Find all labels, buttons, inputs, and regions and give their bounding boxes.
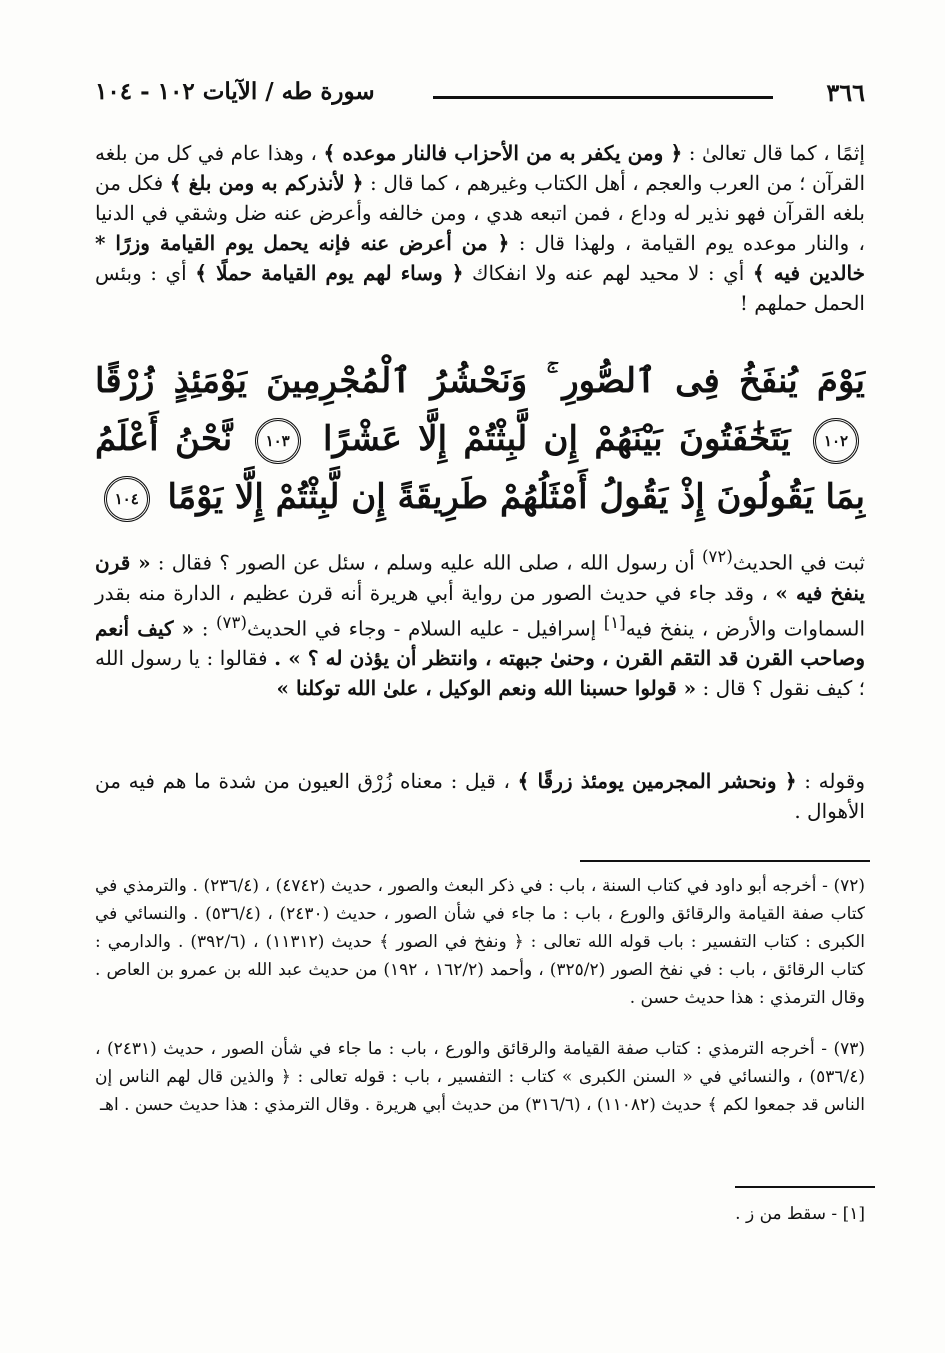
- hadith-quote: « قرن ينفخ فيه »: [95, 550, 866, 605]
- footnote-1: [١] - سقط من ز .: [735, 1204, 865, 1224]
- hadith-quote: « قولوا حسبنا الله ونعم الوكيل ، علىٰ الله توكلنا »: [276, 676, 697, 701]
- intro-text: أي : وبئس الحمل حملهم !: [95, 261, 865, 315]
- hadith-paragraph: [95, 542, 865, 703]
- commentary-text: وقوله :: [796, 769, 865, 793]
- ayah-number-marker: ١٠٢: [813, 418, 859, 464]
- hadith-text: ثبت في الحديث: [732, 550, 866, 575]
- intro-paragraph: [95, 138, 865, 318]
- hadith-text: أن رسول الله ، صلى الله عليه وسلم ، سئل عن الصور ؟ فقال :: [150, 550, 702, 575]
- hadith-text: فقالوا : يا رسول الله ؛ كيف نقول ؟ قال :: [95, 646, 865, 701]
- ayah-102: يَوْمَ يُنفَخُ فِى ٱلصُّورِ ۚ وَنَحْشُرُ ٱلْمُجْرِمِينَ يَوْمَئِذٍ زُرْقًا: [95, 361, 865, 401]
- header-rule: [433, 96, 773, 99]
- commentary-text: ، قيل : معناه زُرْق العيون من شدة ما هم فيه من الأهوال .: [95, 769, 865, 823]
- quran-quote: ﴿ وساء لهم يوم القيامة حملًا ﴾: [195, 261, 464, 285]
- quran-quote: ﴿ ونحشر المجرمين يومئذ زرقًا ﴾: [517, 769, 797, 793]
- footnote-ref: [١]: [603, 612, 626, 632]
- footnote-73: (٧٣) - أخرجه الترمذي : كتاب صفة القيامة والرقائق والورع ، باب : ما جاء في شأن الصور ، حديث (٢٤٣١) ، (٥٣٦/٤) ، والنسائي في « السنن الكبرى » كتاب : التفسير ، باب : قوله تعالى : ﴿ والذين قال لهم الناس إن الناس قد جمعوا لكم ﴾ حديث (١١٠٨٢) ، (٣١٦/٦) من حديث أبي هريرة . وقال الترمذي : هذا حديث حسن . اهـ: [95, 1039, 865, 1115]
- intro-text: فكل من بلغه القرآن فهو نذير له وداع ، فمن اتبعه هدي ، ومن خالفه وأعرض عنه ضل وشقي في الدنيا ، والنار موعده يوم القيامة ، ولهذا قال :: [95, 171, 865, 255]
- intro-text: إثمًا ، كما قال تعالىٰ :: [682, 141, 865, 165]
- quran-verse-block: [95, 352, 865, 526]
- footnote-72: (٧٢) - أخرجه أبو داود في كتاب السنة ، باب : في ذكر البعث والصور ، حديث (٤٧٤٢) ، (٢٣٦/٤) . والترمذي في كتاب صفة القيامة والرقائق والورع ، باب : ما جاء في شأن الصور ، حديث (٢٤٣٠) ، (٥٣٦/٤) . والنسائي في الكبرى : كتاب التفسير : باب قوله الله تعالى : ﴿ ونفخ في الصور ﴾ حديث (١١٣١٢) ، (٣٩٢/٦) . والدارمي : كتاب الرقائق ، باب : في نفخ الصور (٣٢٥/٢) ، وأحمد (١٦٢/٢ ، ١٩٢) من حديث عبد الله بن عمرو بن العاص . وقال الترمذي : هذا حديث حسن .: [95, 876, 866, 1008]
- footnote-separator: [580, 860, 870, 862]
- quran-quote: ﴿ من أعرض عنه فإنه يحمل يوم القيامة وزرًا * خالدين فيه ﴾: [95, 231, 865, 285]
- hadith-text: ، وقد جاء في حديث الصور من رواية أبي هريرة أنه قرن عظيم ، الدارة منه بقدر السماوات والأرض ، ينفخ فيه: [95, 580, 865, 641]
- footnote-ref: (٧٢): [701, 547, 733, 566]
- footnote-separator-2: [735, 1186, 875, 1188]
- intro-text: أي : لا محيد لهم عنه ولا انفكاك: [463, 261, 753, 285]
- page-header: [95, 78, 865, 112]
- quran-quote: ﴿ ومن يكفر به من الأحزاب فالنار موعده ﴾: [323, 141, 683, 165]
- hadith-text: إسرافيل - عليه السلام - وجاء في الحديث: [246, 616, 604, 641]
- ayah-103: يَتَخَٰفَتُونَ بَيْنَهُمْ إِن لَّبِثْتُمْ إِلَّا عَشْرًا: [323, 419, 791, 459]
- ayah-104: نَّحْنُ أَعْلَمُ بِمَا يَقُولُونَ إِذْ يَقُولُ أَمْثَلُهُمْ طَرِيقَةً إِن لَّبِثْتُمْ إِلَّا يَوْمًا: [95, 419, 865, 517]
- page-number: ٣٦٦: [826, 78, 865, 107]
- hadith-quote: « كيف أنعم وصاحب القرن قد التقم القرن ، وحنىٰ جبهته ، وانتظر أن يؤذن له ؟ » .: [95, 616, 866, 671]
- intro-text: ، وهذا عام في كل من بلغه القرآن ؛ من العرب والعجم ، أهل الكتاب وغيرهم ، كما قال :: [95, 141, 866, 195]
- commentary-paragraph: [95, 766, 865, 826]
- ayah-number-marker: ١٠٣: [255, 418, 301, 464]
- hadith-text: :: [194, 616, 217, 641]
- footnote-ref: (٧٣): [216, 612, 247, 632]
- surah-title: سورة طه / الآيات ١٠٢ - ١٠٤: [95, 78, 375, 105]
- quran-quote: ﴿ لأنذركم به ومن بلغ ﴾: [169, 171, 364, 195]
- ayah-number-marker: ١٠٤: [104, 476, 150, 522]
